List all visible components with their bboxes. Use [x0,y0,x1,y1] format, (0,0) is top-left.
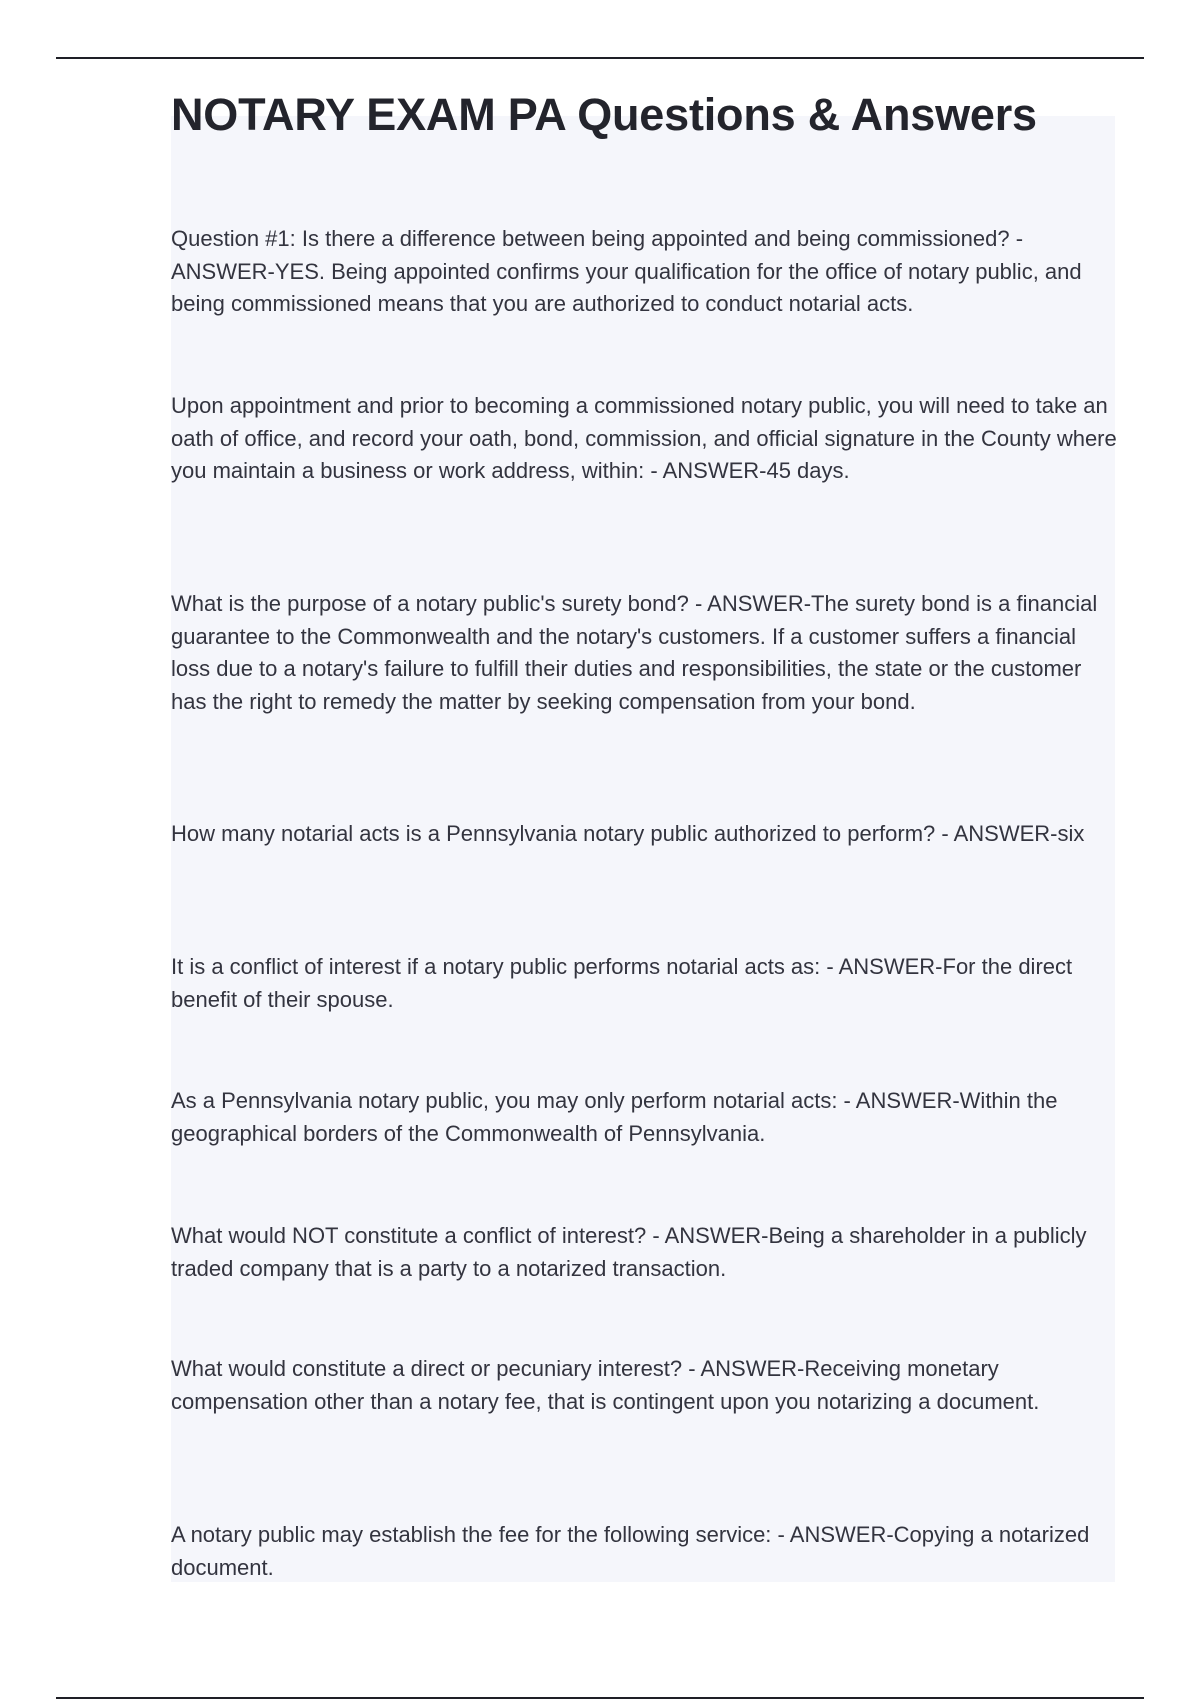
question-text: What is the purpose of a notary public's surety bond? - [171,591,703,616]
answer-text: ANSWER-Within the geographical borders of the Commonwealth of Pennsylvania. [171,1088,1058,1146]
qa-item-3 [171,588,1117,718]
answer-text: ANSWER-Copying a notarized document. [171,1522,1090,1580]
qa-item-8 [171,1353,1117,1418]
question-text: As a Pennsylvania notary public, you may only perform notarial acts: - [171,1088,851,1113]
qa-item-2 [171,390,1117,488]
top-rule [56,57,1144,59]
answer-text: ANSWER-YES. Being appointed confirms your qualification for the office of notary public, and being commissioned means that you are authorized to conduct notarial acts. [171,258,1082,316]
qa-item-5 [171,951,1117,1016]
answer-text: ANSWER-Receiving monetary compensation other than a notary fee, that is contingent upon you notarizing a document. [171,1356,1040,1414]
question-text: How many notarial acts is a Pennsylvania notary public authorized to perform? - [171,821,949,846]
qa-item-1 [171,223,1117,321]
qa-item-7 [171,1220,1117,1285]
answer-text: ANSWER-six [953,821,1085,846]
question-text: What would constitute a direct or pecuniary interest? - [171,1356,696,1381]
bottom-rule [56,1697,1144,1699]
answer-text: ANSWER-For the direct benefit of their spouse. [171,954,1073,1012]
answer-text: ANSWER-45 days. [662,458,850,483]
question-text: Upon appointment and prior to becoming a commissioned notary public, you will need to take an oath of office, and record your oath, bond, commission, and official signature in the County where you maintain a business or work address, within: - [171,393,1117,483]
answer-text: ANSWER-Being a shareholder in a publicly traded company that is a party to a notarized transaction. [171,1223,1087,1281]
document-title: NOTARY EXAM PA Questions & Answers [171,89,1037,140]
question-text: Question #1: Is there a difference between being appointed and being commissioned? - [171,226,1024,251]
qa-item-4 [171,818,1117,851]
question-text: What would NOT constitute a conflict of interest? - [171,1223,660,1248]
question-text: A notary public may establish the fee for the following service: - [171,1522,785,1547]
answer-text: ANSWER-The surety bond is a financial guarantee to the Commonwealth and the notary's customers. If a customer suffers a financial loss due to a notary's failure to fulfill their duties and responsibilities, the state or the customer has the right to remedy the matter by seeking compensation from your bond. [171,591,1098,714]
question-text: It is a conflict of interest if a notary public performs notarial acts as: - [171,954,834,979]
qa-item-9 [171,1519,1117,1584]
qa-item-6 [171,1085,1117,1150]
